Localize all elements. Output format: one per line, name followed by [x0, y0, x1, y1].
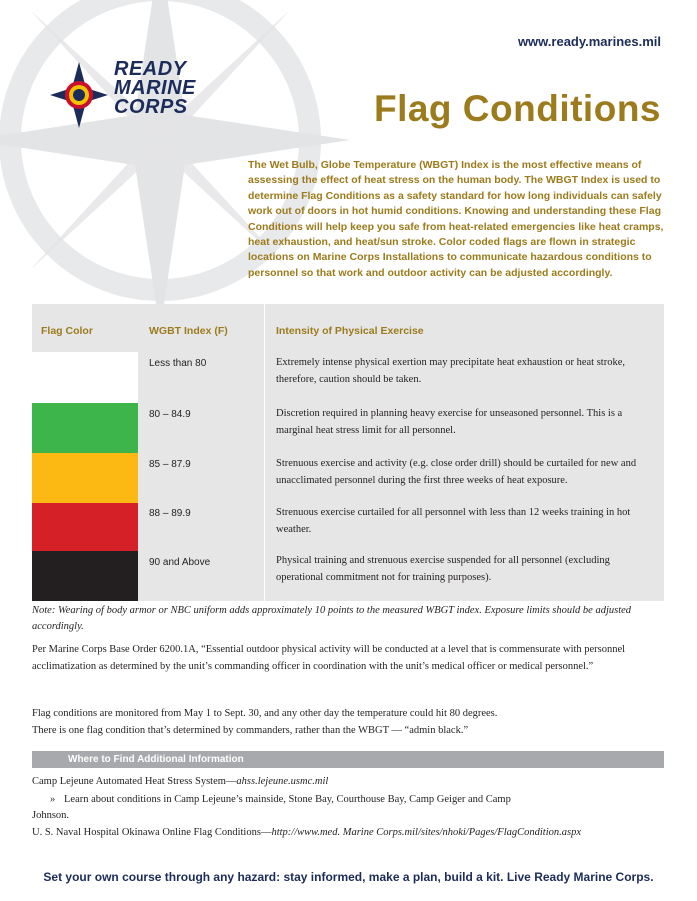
lejeune-bullet-text-cont: Johnson.: [32, 810, 70, 821]
footer-tagline: Set your own course through any hazard: stay informed, make a plan, build a kit. Live Ready Marine Corps.: [43, 870, 654, 884]
compass-logo-icon: [48, 60, 110, 130]
bullet-marker: »: [50, 794, 56, 805]
monitoring-line-1: Flag conditions are monitored from May 1 to Sept. 30, and any other day the temperature could hit 80 degrees.: [32, 708, 498, 719]
lejeune-link[interactable]: ahss.lejeune.usmc.mil: [236, 776, 329, 787]
resources-heading: Where to Find Additional Information: [68, 754, 244, 765]
lejeune-bullet-text: Learn about conditions in Camp Lejeune’s mainside, Stone Bay, Courthouse Bay, Camp Geiger and Camp: [64, 794, 511, 805]
website-url[interactable]: www.ready.marines.mil: [517, 34, 661, 49]
flag-swatch-black: [32, 551, 138, 601]
logo-line-corps: CORPS: [114, 96, 188, 118]
header-intensity: Intensity of Physical Exercise: [276, 325, 424, 337]
column-divider: [264, 304, 265, 601]
resources-heading-bar: [32, 751, 664, 768]
intensity-cell-yellow: Strenuous exercise and activity (e.g. close order drill) should be curtailed for new and unacclimated personnel during the first three weeks of heat exposure.: [276, 458, 637, 486]
flag-swatch-white: [32, 352, 138, 403]
okinawa-resource: [32, 825, 581, 841]
monitoring-paragraph: [32, 706, 666, 739]
index-cell-black: 90 and Above: [149, 557, 211, 568]
header-flag-color: Flag Color: [41, 325, 93, 337]
ready-marine-corps-logo: [48, 60, 218, 140]
intro-paragraph: The Wet Bulb, Globe Temperature (WBGT) Index is the most effective means of assessing the effect of heat stress on the human body. The WBGT Index is used to determine Flag Conditions as a safety standard for how long individuals can safely work out of doors in hot humid conditions. Knowing and understanding these Flag Conditions will help keep you safe from heat-related emergencies like heat cramps, heat exhaustion, and heat/sun stroke. Color coded flags are flown in strategic locations on Marine Corps Installations to communicate hazardous conditions to personnel so that work and outdoor activity can be adjusted accordingly.: [248, 159, 664, 279]
intensity-cell-green: Discretion required in planning heavy exercise for unseasoned personnel. This is a marginal heat stress limit for all personnel.: [276, 408, 623, 436]
intensity-cell-white: Extremely intense physical exertion may precipitate heat exhaustion or heat stroke, therefore, caution should be taken.: [276, 357, 626, 385]
armor-note: Note: Wearing of body armor or NBC uniform adds approximately 10 points to the measured WBGT index. Exposure limits should be adjusted accordingly.: [32, 605, 632, 632]
index-cell-yellow: 85 – 87.9: [149, 459, 191, 470]
base-order-paragraph: Per Marine Corps Base Order 6200.1A, “Essential outdoor physical activity will be conducted at a level that is commensurate with personnel acclimatization as determined by the unit’s commanding officer in coordination with the unit’s medical officer or medical personnel.”: [32, 644, 626, 672]
logo-text: [114, 60, 196, 117]
flag-swatch-green: [32, 403, 138, 453]
flag-swatch-yellow: [32, 453, 138, 503]
logo-line-ready: READY: [114, 58, 187, 80]
logo-line-marine: MARINE: [114, 77, 196, 99]
intensity-cell-black: Physical training and strenuous exercise suspended for all personnel (excluding operational commitment not for training purposes).: [276, 555, 610, 583]
flag-swatch-red: [32, 503, 138, 551]
index-cell-green: 80 – 84.9: [149, 409, 191, 420]
lejeune-label: Camp Lejeune Automated Heat Stress System—: [32, 776, 237, 787]
okinawa-link[interactable]: http://www.med. Marine Corps.mil/sites/nhoki/Pages/FlagCondition.aspx: [271, 827, 582, 838]
header-wbgt-index: WGBT Index (F): [149, 325, 228, 337]
page-title: Flag Conditions: [373, 88, 661, 129]
intensity-cell-red: Strenuous exercise curtailed for all personnel with less than 12 weeks training in hot weather.: [276, 507, 631, 535]
index-cell-white: Less than 80: [149, 358, 207, 369]
lejeune-resource: [32, 774, 328, 790]
index-cell-red: 88 – 89.9: [149, 508, 191, 519]
okinawa-label: U. S. Naval Hospital Okinawa Online Flag Conditions—: [32, 827, 272, 838]
monitoring-line-2: There is one flag condition that’s determined by commanders, rather than the WBGT — “admin black.”: [32, 724, 469, 736]
